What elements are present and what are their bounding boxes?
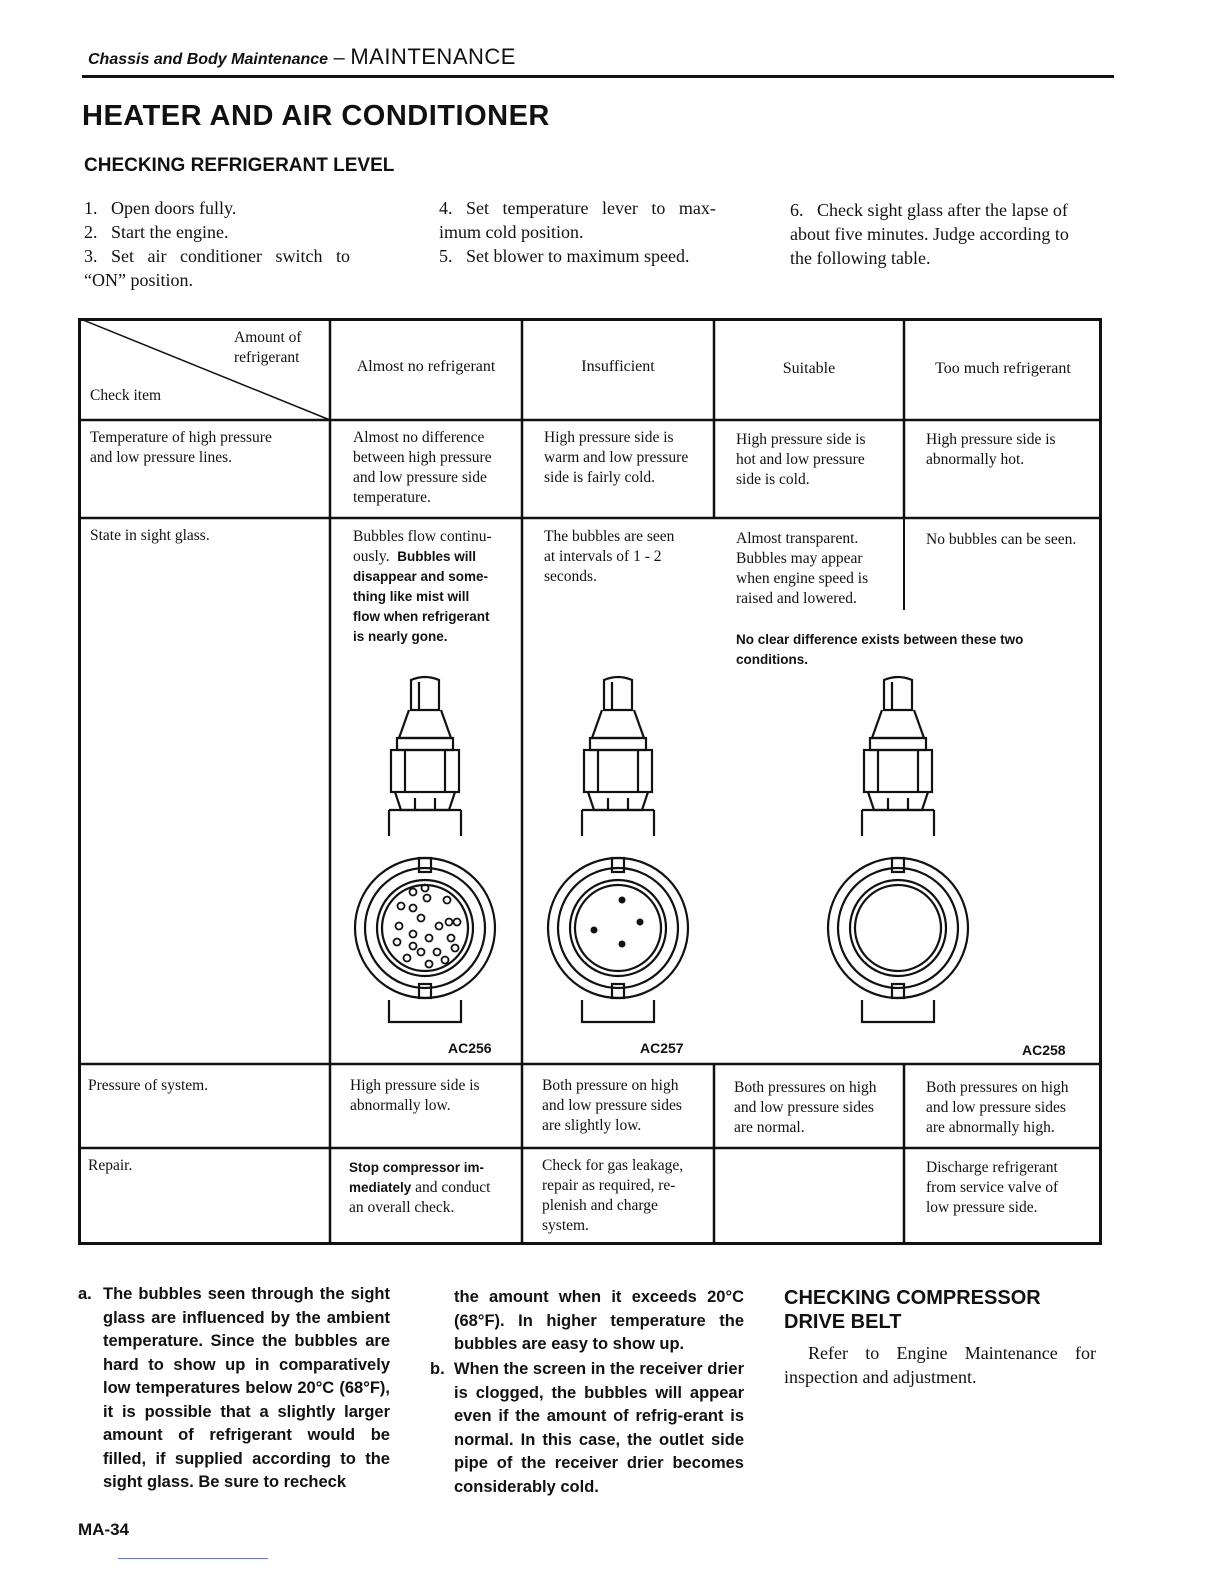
figure-code-ac256: AC256 [448, 1040, 492, 1056]
cell-line: when engine speed is [736, 570, 869, 587]
cell-line: and low pressure side [353, 469, 487, 486]
corner-amount-line-2: refrigerant [234, 349, 300, 366]
belt-title-line-1: CHECKING COMPRESSOR [784, 1287, 1041, 1309]
temperature-almost-none [353, 428, 492, 508]
cell-line: and low pressure sides [542, 1097, 682, 1114]
refrigerant-check-table [78, 318, 1102, 1245]
cell-text: ously. [353, 548, 390, 565]
step-6-line-1: 6. Check sight glass after the lapse of [790, 200, 1068, 220]
cell-line: at intervals of 1 - 2 [544, 548, 662, 565]
column-header-too-much: Too much refrigerant [935, 360, 1071, 377]
step-5: 5. Set blower to maximum speed. [439, 246, 690, 266]
cell-line: High pressure side is [350, 1077, 480, 1094]
note-b-text: When the screen in the receiver drier is clogged, the bubbles will appear even if the amount of refrig-erant is normal. In this case, the outlet side pipe of the receiver drier becomes considerably cold. [454, 1360, 744, 1496]
header-rule [82, 75, 1114, 78]
column-header-suitable: Suitable [782, 360, 836, 377]
belt-section-title [784, 1286, 1084, 1334]
pressure-suitable [734, 1078, 877, 1138]
note-b-label: b. [430, 1360, 445, 1378]
corner-amount-line-1: Amount of [234, 329, 302, 346]
cell-line: an overall check. [349, 1199, 455, 1216]
row-label-pressure: Pressure of system. [88, 1077, 209, 1094]
sight-glass-suitable [736, 529, 868, 609]
cell-text-bold: Bubbles will [397, 549, 476, 564]
corner-check-item-label: Check item [90, 387, 162, 404]
cell-line: hot and low pressure [736, 451, 865, 468]
corner-amount-label [234, 328, 302, 368]
running-header [88, 44, 516, 70]
cell-line: low pressure side. [926, 1199, 1038, 1216]
steps-column-middle [439, 196, 755, 268]
sight-glass-insufficient [544, 527, 674, 587]
cell-text-bold: mediately [349, 1180, 412, 1195]
note-a-continued: the amount when it exceeds 20°C (68°F). In higher temperature the bubbles are easy to show up. [454, 1288, 744, 1353]
section-subtitle: CHECKING REFRIGERANT LEVEL [84, 155, 395, 176]
temperature-too-much [926, 430, 1056, 470]
cell-line: between high pressure [353, 449, 492, 466]
row-label-repair: Repair. [88, 1157, 133, 1174]
belt-title-line-2: DRIVE BELT [784, 1311, 902, 1333]
page-number: MA-34 [78, 1520, 130, 1539]
cell-line: abnormally hot. [926, 451, 1025, 468]
cell-line: Almost no difference [353, 429, 485, 446]
note-b [430, 1358, 744, 1499]
sight-glass-almost-none [353, 527, 521, 647]
temperature-insufficient [544, 428, 688, 488]
cell-line-bold: disappear and some- [353, 569, 489, 584]
cell-line: repair as required, re- [542, 1177, 676, 1194]
cell-line: side is fairly cold. [544, 469, 656, 486]
step-4-line-2: imum cold position. [439, 222, 584, 242]
cell-line: High pressure side is [926, 431, 1056, 448]
step-2: 2. Start the engine. [84, 222, 229, 242]
cell-line: Bubbles flow continu- [353, 528, 492, 545]
step-6-line-2: about five minutes. Judge according to [790, 224, 1069, 244]
cell-line-mixed [353, 547, 521, 567]
temperature-suitable [736, 430, 866, 490]
repair-almost-none [349, 1158, 490, 1218]
pressure-almost-none [350, 1076, 480, 1116]
page-title: HEATER AND AIR CONDITIONER [82, 100, 550, 132]
cell-line: are normal. [734, 1119, 805, 1136]
cell-text: and conduct [411, 1179, 491, 1196]
step-3-line-1: 3. Set air conditioner switch to [84, 246, 350, 266]
note-a-text: The bubbles seen through the sight glass are influenced by the ambient temperature. Since the bubbles are hard to show up in comparatively low temperatures below 20°C (68°F), it is possible that a slightly larger amount of refrigerant would be filled, if supplied according to the sight glass. Be sure to recheck [103, 1285, 390, 1491]
cell-line: and low pressure sides [926, 1099, 1066, 1116]
cell-line: and low pressure sides [734, 1099, 874, 1116]
cell-line: warm and low pressure [544, 449, 689, 466]
cell-line-bold: is nearly gone. [353, 629, 448, 644]
cell-line: system. [542, 1217, 589, 1234]
step-6-line-3: the following table. [790, 248, 931, 268]
cell-line-bold: conditions. [736, 652, 808, 667]
step-3-line-2: “ON” position. [84, 270, 193, 290]
figure-code-ac258: AC258 [1022, 1042, 1066, 1058]
cell-line-bold: Stop compressor im- [349, 1160, 485, 1175]
note-a [78, 1283, 390, 1495]
sight-glass-shared-note [736, 630, 1023, 670]
sight-glass-too-much: No bubbles can be seen. [926, 531, 1077, 548]
cell-line: Discharge refrigerant [926, 1159, 1058, 1176]
steps-column-left [84, 196, 398, 292]
column-header-insufficient: Insufficient [581, 358, 655, 375]
cell-line-bold: flow when refrigerant [353, 609, 490, 624]
cell-line: seconds. [544, 568, 597, 585]
cell-line-bold: thing like mist will [353, 589, 470, 604]
pressure-insufficient [542, 1076, 682, 1136]
row-label-temperature-line-2: and low pressure lines. [90, 449, 233, 466]
header-chapter: MAINTENANCE [350, 44, 516, 69]
figure-code-ac257: AC257 [640, 1040, 684, 1056]
cell-line: Both pressure on high [542, 1077, 679, 1094]
repair-too-much [926, 1158, 1058, 1218]
cell-line: The bubbles are seen [544, 528, 675, 545]
note-a-label: a. [78, 1285, 92, 1303]
belt-section-text: Refer to Engine Maintenance for inspection and adjustment. [784, 1343, 1096, 1387]
row-label-temperature [90, 428, 272, 468]
cell-line: Almost transparent. [736, 530, 859, 547]
cell-line: Bubbles may appear [736, 550, 863, 567]
row-label-sight-glass: State in sight glass. [90, 527, 210, 544]
cell-line: temperature. [353, 489, 431, 506]
steps-column-right [790, 198, 1102, 270]
column-header-almost-none: Almost no refrigerant [356, 358, 496, 375]
step-4-line-1: 4. Set temperature lever to max- [439, 198, 716, 218]
header-section: Chassis and Body Maintenance [88, 51, 329, 68]
cell-line: are abnormally high. [926, 1119, 1055, 1136]
cell-line: High pressure side is [544, 429, 674, 446]
row-label-temperature-line-1: Temperature of high pressure [90, 429, 272, 446]
cell-line: abnormally low. [350, 1097, 451, 1114]
cell-line-mixed [349, 1178, 490, 1198]
cell-line: High pressure side is [736, 431, 866, 448]
footer-rule [118, 1558, 268, 1559]
cell-line: from service valve of [926, 1179, 1059, 1196]
cell-line: raised and lowered. [736, 590, 857, 607]
pressure-too-much [926, 1078, 1069, 1138]
cell-line: Both pressures on high [734, 1079, 877, 1096]
step-1: 1. Open doors fully. [84, 198, 237, 218]
repair-insufficient [542, 1156, 683, 1236]
header-separator: – [328, 47, 351, 69]
cell-line: side is cold. [736, 471, 810, 488]
cell-line: Check for gas leakage, [542, 1157, 684, 1174]
cell-line: plenish and charge [542, 1197, 658, 1214]
cell-line-bold: No clear difference exists between these two [736, 632, 1024, 647]
cell-line: Both pressures on high [926, 1079, 1069, 1096]
cell-line: are slightly low. [542, 1117, 642, 1134]
